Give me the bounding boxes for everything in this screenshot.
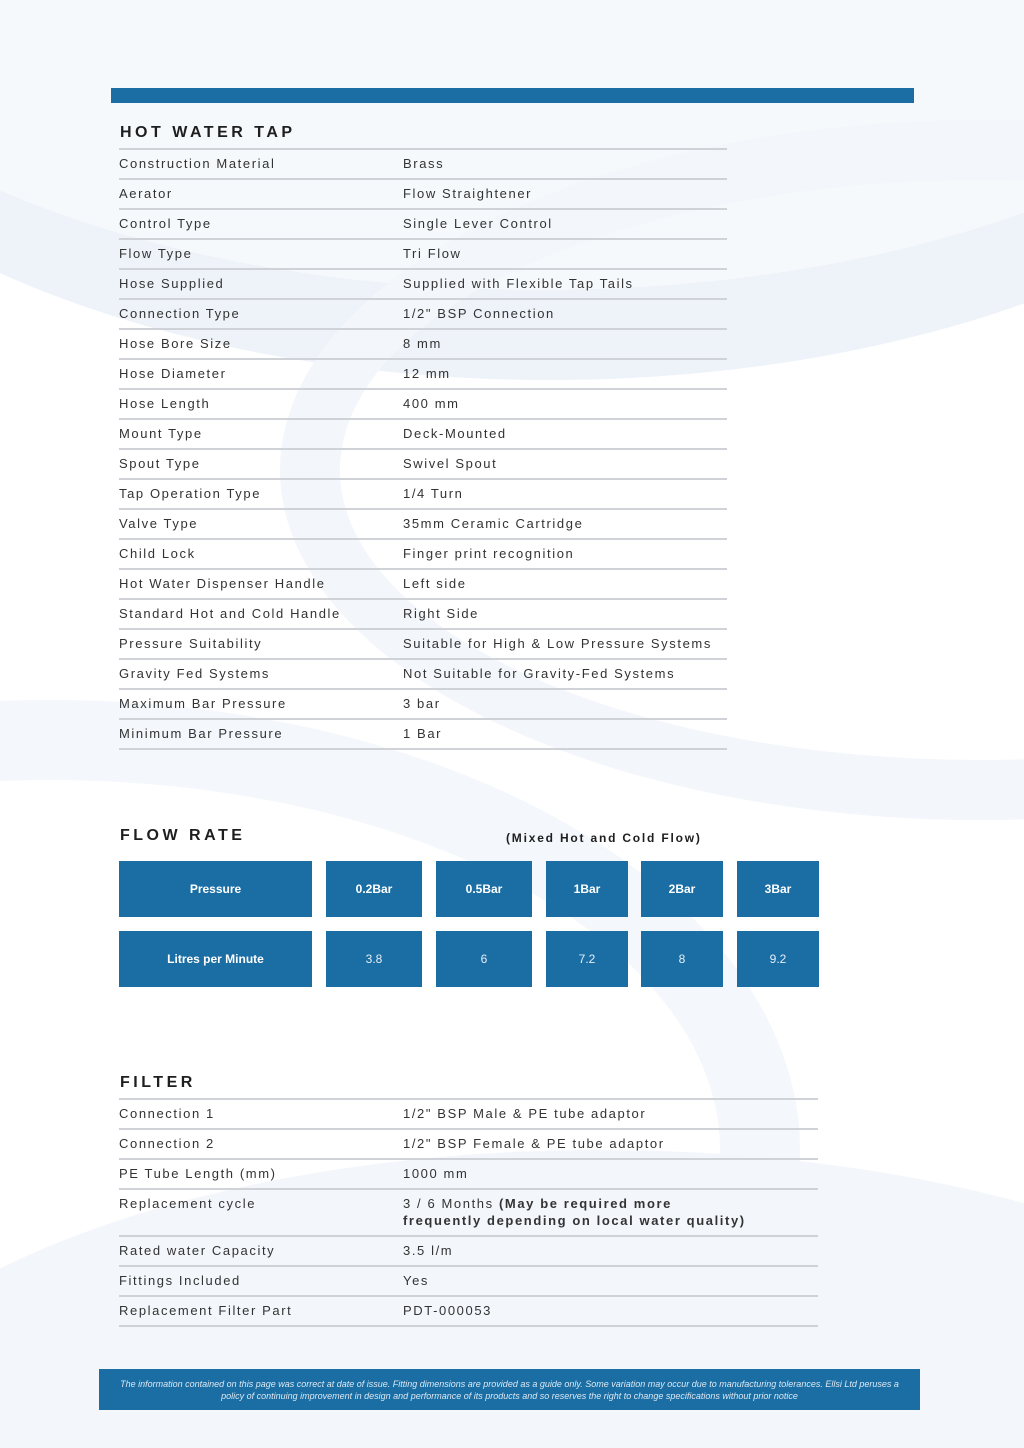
spec-row-label: Mount Type	[119, 426, 203, 441]
spec-row-label: Standard Hot and Cold Handle	[119, 606, 341, 621]
spec-row	[119, 540, 727, 570]
spec-row-label: Control Type	[119, 216, 212, 231]
spec-row-value: Not Suitable for Gravity-Fed Systems	[403, 666, 676, 681]
spec-row	[119, 480, 727, 510]
spec-row-label: Flow Type	[119, 246, 193, 261]
spec-row	[119, 510, 727, 540]
filter-row-value: 1/2" BSP Male & PE tube adaptor	[403, 1106, 647, 1121]
spec-row	[119, 180, 727, 210]
replacement-cycle-note: (May be required more	[498, 1196, 672, 1211]
filter-row-value: 1000 mm	[403, 1166, 469, 1181]
filter-spec-table	[119, 1098, 818, 1327]
spec-row	[119, 210, 727, 240]
spec-row-value: 1/2" BSP Connection	[403, 306, 555, 321]
filter-row-label: Fittings Included	[119, 1273, 241, 1288]
flow-pressure-cell: 1Bar	[546, 861, 628, 917]
spec-row-label: Minimum Bar Pressure	[119, 726, 284, 741]
filter-row-label: Connection 2	[119, 1136, 215, 1151]
spec-row	[119, 570, 727, 600]
filter-row	[119, 1237, 818, 1267]
hot-water-tap-title: HOT WATER TAP	[120, 124, 296, 141]
spec-row	[119, 420, 727, 450]
hot-water-tap-spec-table	[119, 148, 727, 750]
spec-row-value: 3 bar	[403, 696, 441, 711]
spec-row-label: Connection Type	[119, 306, 241, 321]
spec-row-value: Finger print recognition	[403, 546, 575, 561]
spec-row-value: 35mm Ceramic Cartridge	[403, 516, 584, 531]
spec-row-value: 12 mm	[403, 366, 451, 381]
spec-row-value: Single Lever Control	[403, 216, 553, 231]
spec-row	[119, 330, 727, 360]
spec-row	[119, 360, 727, 390]
filter-row-value	[403, 1195, 746, 1229]
filter-row-label: Connection 1	[119, 1106, 215, 1121]
flow-pressure-cell: 0.2Bar	[326, 861, 422, 917]
flow-rate-title: FLOW RATE	[120, 827, 246, 844]
spec-row-label: Spout Type	[119, 456, 201, 471]
filter-row	[119, 1190, 818, 1237]
spec-row-value: Deck-Mounted	[403, 426, 507, 441]
spec-row-value: 1 Bar	[403, 726, 443, 741]
spec-row-value: 400 mm	[403, 396, 460, 411]
spec-row	[119, 720, 727, 750]
spec-row-value: 1/4 Turn	[403, 486, 464, 501]
replacement-cycle-value: 3 / 6 Months	[403, 1196, 494, 1211]
spec-row	[119, 390, 727, 420]
filter-row-value: 1/2" BSP Female & PE tube adaptor	[403, 1136, 665, 1151]
filter-row	[119, 1267, 818, 1297]
footer-line: policy of continuing improvement in design and performance of its products and so reserves the right to change specifications without prior notice	[221, 1390, 798, 1401]
header-accent-bar	[111, 88, 914, 103]
spec-row-label: Pressure Suitability	[119, 636, 263, 651]
spec-row-value: Left side	[403, 576, 467, 591]
filter-row-value: PDT-000053	[403, 1303, 492, 1318]
spec-row-value: Swivel Spout	[403, 456, 498, 471]
spec-row	[119, 630, 727, 660]
filter-row	[119, 1160, 818, 1190]
flow-pressure-cell: 3Bar	[737, 861, 819, 917]
footer-line: The information contained on this page was correct at date of issue. Fitting dimensions are provided as a guide only. Some variation may occur due to manufacturing tolerances. Ellsi Ltd peruses a	[120, 1378, 899, 1389]
spec-row	[119, 450, 727, 480]
flow-rate-note: (Mixed Hot and Cold Flow)	[506, 831, 702, 845]
spec-row-label: Valve Type	[119, 516, 199, 531]
flow-litres-cell: 7.2	[546, 931, 628, 987]
flow-litres-cell: 8	[641, 931, 723, 987]
spec-row	[119, 270, 727, 300]
spec-row-label: Aerator	[119, 186, 173, 201]
flow-litres-cell: 3.8	[326, 931, 422, 987]
filter-row-value: 3.5 l/m	[403, 1243, 454, 1258]
spec-row-label: Maximum Bar Pressure	[119, 696, 287, 711]
filter-row	[119, 1297, 818, 1327]
filter-row-label: PE Tube Length (mm)	[119, 1166, 277, 1181]
filter-row	[119, 1130, 818, 1160]
filter-row	[119, 1100, 818, 1130]
footer-text	[120, 1378, 899, 1402]
spec-row	[119, 660, 727, 690]
filter-row-label: Replacement cycle	[119, 1196, 257, 1211]
filter-row-value: Yes	[403, 1273, 430, 1288]
spec-row	[119, 690, 727, 720]
filter-row-label: Rated water Capacity	[119, 1243, 276, 1258]
spec-row-value: Suitable for High & Low Pressure Systems	[403, 636, 712, 651]
spec-row-label: Hose Supplied	[119, 276, 225, 291]
spec-row	[119, 600, 727, 630]
spec-row	[119, 300, 727, 330]
spec-row-value: Tri Flow	[403, 246, 462, 261]
filter-title: FILTER	[120, 1074, 196, 1091]
spec-row-label: Construction Material	[119, 156, 276, 171]
spec-row-label: Hose Length	[119, 396, 211, 411]
spec-row-value: 8 mm	[403, 336, 442, 351]
spec-row-label: Gravity Fed Systems	[119, 666, 271, 681]
spec-row-value: Supplied with Flexible Tap Tails	[403, 276, 634, 291]
flow-pressure-cell: 0.5Bar	[436, 861, 532, 917]
spec-row	[119, 240, 727, 270]
spec-row-value: Right Side	[403, 606, 479, 621]
flow-pressure-cell: 2Bar	[641, 861, 723, 917]
flow-litres-cell: 9.2	[737, 931, 819, 987]
spec-row-value: Flow Straightener	[403, 186, 533, 201]
spec-row-label: Hot Water Dispenser Handle	[119, 576, 326, 591]
spec-row-label: Hose Diameter	[119, 366, 227, 381]
flow-litres-cell: 6	[436, 931, 532, 987]
replacement-cycle-note: frequently depending on local water quality)	[403, 1213, 746, 1228]
flow-litres-header: Litres per Minute	[119, 931, 312, 987]
flow-pressure-header: Pressure	[119, 861, 312, 917]
spec-row-label: Hose Bore Size	[119, 336, 232, 351]
spec-row-label: Tap Operation Type	[119, 486, 262, 501]
filter-row-label: Replacement Filter Part	[119, 1303, 293, 1318]
spec-row-label: Child Lock	[119, 546, 196, 561]
footer-disclaimer	[99, 1369, 920, 1410]
spec-row	[119, 150, 727, 180]
spec-row-value: Brass	[403, 156, 445, 171]
